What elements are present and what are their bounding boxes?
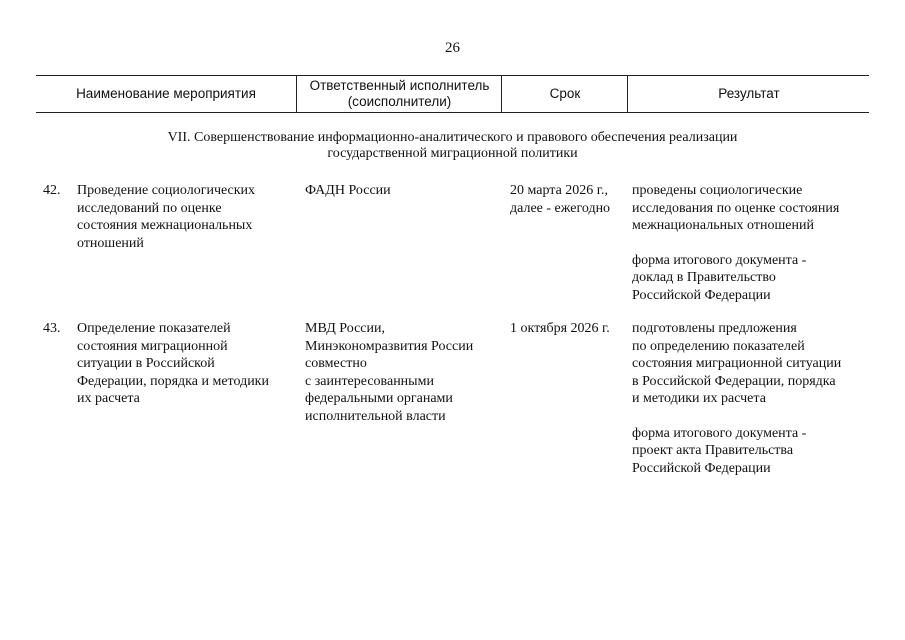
- row-result-line: и методики их расчета: [632, 391, 766, 406]
- header-col-executor-line2: (соисполнители): [347, 94, 452, 109]
- row-result-document: [632, 425, 872, 478]
- row-result-line: подготовлены предложения: [632, 321, 797, 336]
- row-result-line: по определению показателей: [632, 338, 805, 354]
- row-name-line: состояния миграционной: [77, 338, 228, 354]
- row-result-line: форма итогового документа -: [632, 425, 807, 441]
- row-result-line: исследования по оценке состояния: [632, 200, 840, 216]
- row-number: 42.: [43, 183, 61, 198]
- row-name-line: исследований по оценке: [77, 200, 222, 216]
- row-result-line: доклад в Правительство: [632, 270, 776, 285]
- row-term-line: 20 марта 2026 г.,: [510, 183, 608, 198]
- row-executor-line: исполнительной власти: [305, 408, 446, 424]
- row-executor: [305, 182, 500, 200]
- row-name-line: отношений: [77, 235, 144, 251]
- row-result-line: проведены социологические: [632, 183, 803, 198]
- row-term: [510, 182, 630, 217]
- section-title-line2: государственной миграционной политики: [327, 146, 578, 161]
- row-result-document: [632, 252, 872, 305]
- row-name-line: ситуации в Российской: [77, 356, 215, 371]
- row-result: [632, 320, 872, 477]
- row-term-line: далее - ежегодно: [510, 200, 611, 216]
- row-executor-line: ФАДН России: [305, 183, 391, 198]
- row-result-main: [632, 320, 872, 408]
- row-number: 43.: [43, 321, 61, 336]
- row-result-line: межнациональных отношений: [632, 218, 814, 233]
- row-executor-line: федеральными органами: [305, 391, 453, 406]
- row-term-line: 1 октября 2026 г.: [510, 321, 610, 336]
- row-name-line: Проведение социологических: [77, 183, 256, 198]
- row-result-line: проект акта Правительства: [632, 443, 794, 458]
- row-executor-line: Минэкономразвития России: [305, 338, 474, 354]
- row-name-line: состояния межнациональных: [77, 218, 253, 233]
- row-executor: [305, 320, 500, 425]
- row-name-line: их расчета: [77, 391, 140, 406]
- header-col-result: Результат: [627, 76, 870, 112]
- header-col-name: Наименование мероприятия: [76, 86, 256, 101]
- section-title-line1: VII. Совершенствование информационно-аналитического и правового обеспечения реализации: [167, 130, 738, 145]
- header-col-executor: [296, 76, 502, 112]
- row-result-line: Российской Федерации: [632, 287, 771, 303]
- row-result-line: Российской Федерации: [632, 460, 771, 476]
- table-header: [36, 75, 869, 113]
- row-executor-line: совместно: [305, 356, 367, 371]
- row-result-line: состояния миграционной ситуации: [632, 356, 842, 371]
- section-title: [100, 130, 805, 162]
- row-executor-line: с заинтересованными: [305, 373, 434, 389]
- row-name-line: Определение показателей: [77, 321, 231, 336]
- header-col-term: Срок: [501, 76, 628, 112]
- row-result-line: в Российской Федерации, порядка: [632, 373, 836, 389]
- row-result: [632, 182, 872, 304]
- row-executor-line: МВД России,: [305, 321, 386, 336]
- header-col-executor-line1: Ответственный исполнитель: [309, 78, 490, 93]
- page-number: 26: [445, 40, 460, 56]
- row-result-main: [632, 182, 872, 235]
- row-result-line: форма итогового документа -: [632, 252, 807, 268]
- row-term: [510, 320, 630, 338]
- row-name: [77, 320, 302, 408]
- row-name: [77, 182, 302, 252]
- row-name-line: Федерации, порядка и методики: [77, 373, 269, 389]
